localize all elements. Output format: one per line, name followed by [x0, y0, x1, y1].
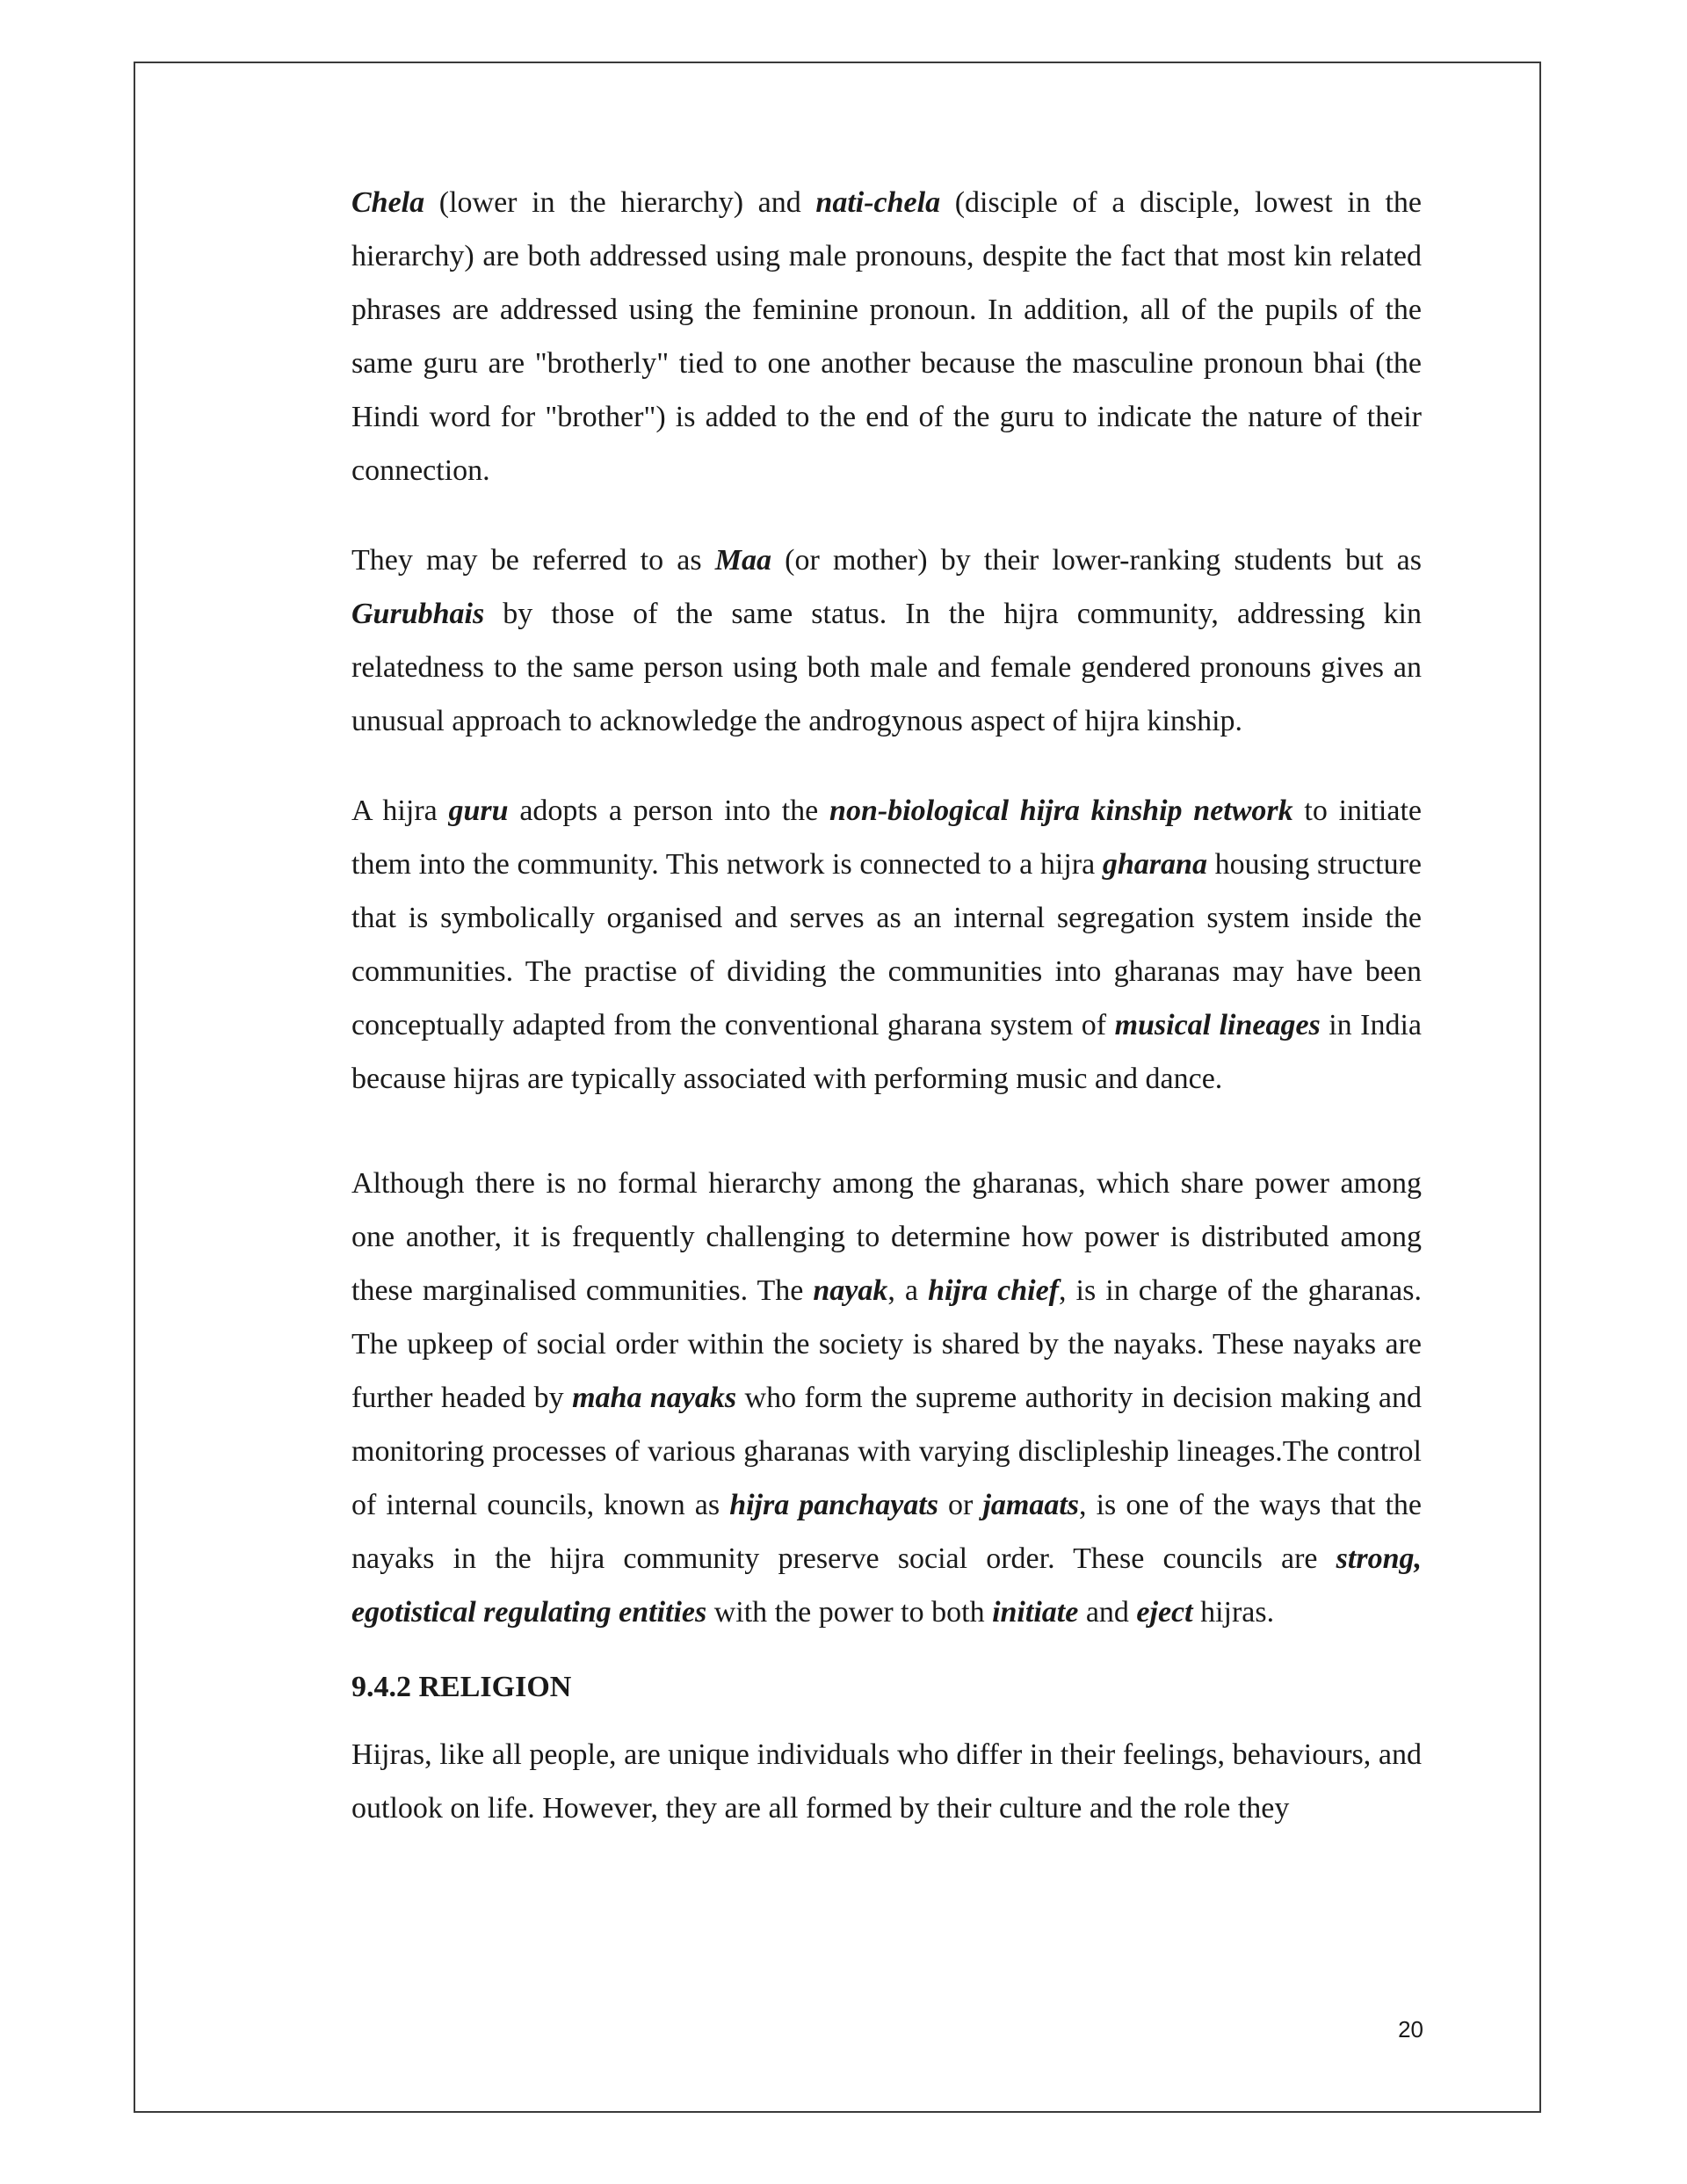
- emphasized-term: hijra chief: [928, 1274, 1059, 1307]
- emphasized-term: nayak: [813, 1274, 888, 1307]
- body-text: hijras.: [1192, 1596, 1275, 1629]
- emphasized-term: musical lineages: [1114, 1009, 1321, 1041]
- section-heading: 9.4.2 RELIGION: [351, 1671, 572, 1703]
- body-text: adopts a person into the: [508, 795, 830, 827]
- body-text: housing structure that is symbolically organised and serves as an internal segregation system inside the communities. The practise of dividing the communities into gharanas may have been conceptually adapted from the conventional gharana system of: [351, 848, 1422, 1041]
- emphasized-term: non-biological hijra kinship network: [829, 795, 1293, 827]
- body-text: Although there is no formal hierarchy among the gharanas, which share power among one another, it is frequently challenging to determine how power is distributed among these marginalised communities. The: [351, 1167, 1422, 1307]
- body-text: with the power to both: [706, 1596, 993, 1629]
- body-text: by those of the same status. In the hijra community, addressing kin relatedness to the same person using both male and female gendered pronouns gives an unusual approach to acknowledge the androgynous aspect of hijra kinship.: [351, 598, 1422, 737]
- emphasized-term: jamaats: [982, 1489, 1080, 1521]
- page-content: [351, 176, 1422, 1835]
- body-text: They may be referred to as: [351, 544, 715, 577]
- emphasized-term: Gurubhais: [351, 598, 485, 630]
- paragraph-chela-hierarchy: [351, 176, 1422, 497]
- body-text: who form the supreme authority in decision making and monitoring processes of various gharanas with varying disclipleship lineages.The control of internal councils, known as: [351, 1382, 1422, 1521]
- emphasized-term: nati-chela: [815, 186, 941, 219]
- emphasized-term: Chela: [351, 186, 425, 219]
- body-text: to initiate them into the community. This network is connected to a hijra: [351, 795, 1423, 881]
- body-text: (or mother) by their lower-ranking students but as: [771, 544, 1422, 577]
- paragraph-maa-gurubhais: [351, 533, 1422, 748]
- body-text: , is one of the ways that the nayaks in the hijra community preserve social order. These councils are: [351, 1489, 1422, 1575]
- paragraph-nayak-councils: [351, 1157, 1422, 1639]
- body-text: A hijra: [351, 795, 449, 827]
- paragraph-guru-gharana: [351, 784, 1422, 1106]
- emphasized-term: eject: [1136, 1596, 1193, 1629]
- body-text: or: [938, 1489, 983, 1521]
- body-text: in India because hijras are typically associated with performing music and dance.: [351, 1009, 1422, 1095]
- page-number: 20: [1398, 2016, 1423, 2043]
- emphasized-term: gharana: [1102, 848, 1207, 881]
- emphasized-term: initiate: [992, 1596, 1079, 1629]
- body-text: , a: [887, 1274, 929, 1307]
- emphasized-term: hijra panchayats: [729, 1489, 938, 1521]
- emphasized-term: Maa: [714, 544, 772, 577]
- body-text: (lower in the hierarchy) and: [424, 186, 816, 219]
- body-text: (disciple of a disciple, lowest in the hierarchy) are both addressed using male pronouns, despite the fact that most kin related phrases are addressed using the feminine pronoun. In addition, all of the pupils of the same guru are "brotherly" tied to one another because the masculine pronoun bhai (the Hindi word for "brother") is added to the end of the guru to indicate the nature of their connection.: [351, 186, 1422, 487]
- emphasized-term: guru: [448, 795, 509, 827]
- body-text: and: [1078, 1596, 1137, 1629]
- body-text: , is in charge of the gharanas. The upkeep of social order within the society is shared by the nayaks. These nayaks are further headed by: [351, 1274, 1422, 1414]
- emphasized-term: strong, egotistical regulating entities: [351, 1542, 1422, 1629]
- paragraph-religion: Hijras, like all people, are unique individuals who differ in their feelings, behaviours, and outlook on life. However, they are all formed by their culture and the role they: [351, 1738, 1422, 1825]
- emphasized-term: maha nayaks: [572, 1382, 737, 1414]
